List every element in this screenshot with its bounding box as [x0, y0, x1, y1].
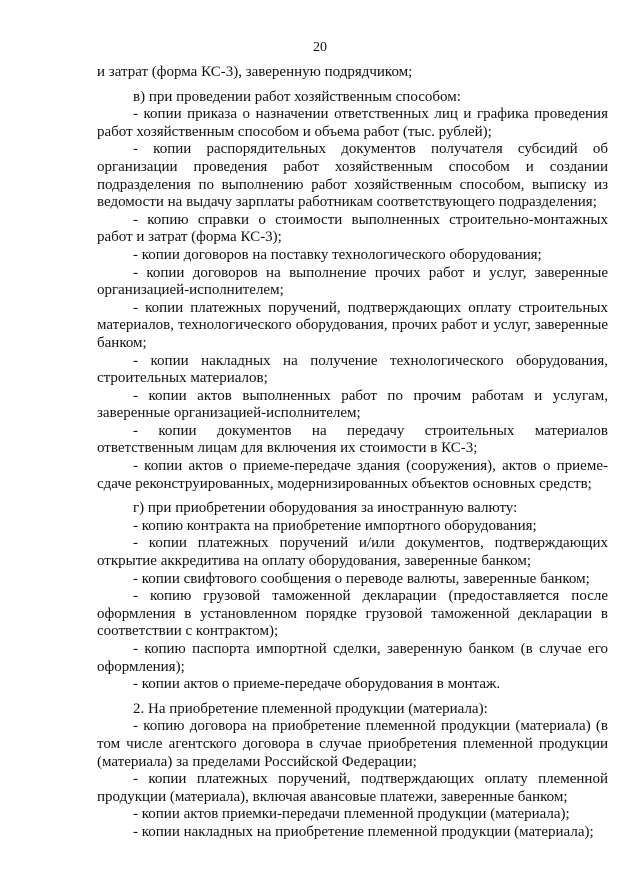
- paragraph: г) при приобретении оборудования за иностранную валюту:: [133, 500, 518, 517]
- paragraph: - копии актов о приеме-передаче здания (сооружения), актов о приеме-сдаче реконструированных, модернизированных объектов основных средств;: [97, 458, 608, 492]
- paragraph: 2. На приобретение племенной продукции (материала):: [133, 700, 488, 717]
- paragraph: - копии накладных на получение технологического оборудования, строительных материалов;: [97, 352, 608, 387]
- paragraph: - копию паспорта импортной сделки, заверенную банком (в случае его оформления);: [97, 641, 608, 675]
- paragraph: - копии распорядительных документов получателя субсидий об организации проведения работ хозяйственным способом и создании подразделения по выполнению работ хозяйственным способом, выписку из ведомости на выдачу зарплаты работникам соответствующего подразделения;: [97, 141, 608, 211]
- paragraph: - копии свифтового сообщения о переводе валюты, заверенные банком;: [133, 570, 590, 587]
- page-number: 20: [313, 40, 327, 55]
- paragraph: - копии договоров на поставку технологического оборудования;: [133, 246, 542, 263]
- paragraph: - копии накладных на приобретение племенной продукции (материала);: [133, 823, 594, 840]
- paragraph: - копию грузовой таможенной декларации (предоставляется после оформления в установленном порядке грузовой таможенной декларации в соответствии с контрактом);: [97, 588, 608, 640]
- paragraph: - копии договоров на выполнение прочих работ и услуг, заверенные организацией-исполнителем;: [97, 264, 608, 299]
- document-body: [97, 64, 608, 842]
- paragraph: - копии актов о приеме-передаче оборудования в монтаж.: [133, 676, 501, 693]
- paragraph: - копии документов на передачу строительных материалов ответственным лицам для включения их стоимости в КС-3;: [97, 422, 608, 457]
- paragraph: и затрат (форма КС-3), заверенную подрядчиком;: [97, 64, 413, 80]
- paragraph: - копию справки о стоимости выполненных строительно-монтажных работ и затрат (форма КС-3);: [97, 211, 608, 246]
- paragraph: - копии платежных поручений, подтверждающих оплату строительных материалов, технологического оборудования, прочих работ и услуг, заверенные банком;: [97, 299, 608, 351]
- paragraph: - копии платежных поручений, подтверждающих оплату племенной продукции (материала), включая авансовые платежи, заверенные банком;: [97, 771, 608, 805]
- paragraph: - копии платежных поручений и/или документов, подтверждающих открытие аккредитива на оплату оборудования, заверенные банком;: [97, 535, 608, 570]
- paragraph: - копию договора на приобретение племенной продукции (материала) (в том числе агентского договора в случае приобретения племенной продукции (материала) за пределами Российской Федерации;: [97, 718, 608, 770]
- paragraph: - копии приказа о назначении ответственных лиц и графика проведения работ хозяйственным способом и объема работ (тыс. рублей);: [97, 106, 608, 140]
- paragraph: в) при проведении работ хозяйственным способом:: [133, 88, 461, 105]
- paragraph: - копию контракта на приобретение импортного оборудования;: [133, 517, 537, 534]
- paragraph: - копии актов приемки-передачи племенной продукции (материала);: [133, 806, 570, 823]
- paragraph: - копии актов выполненных работ по прочим работам и услугам, заверенные организацией-исполнителем;: [97, 387, 608, 422]
